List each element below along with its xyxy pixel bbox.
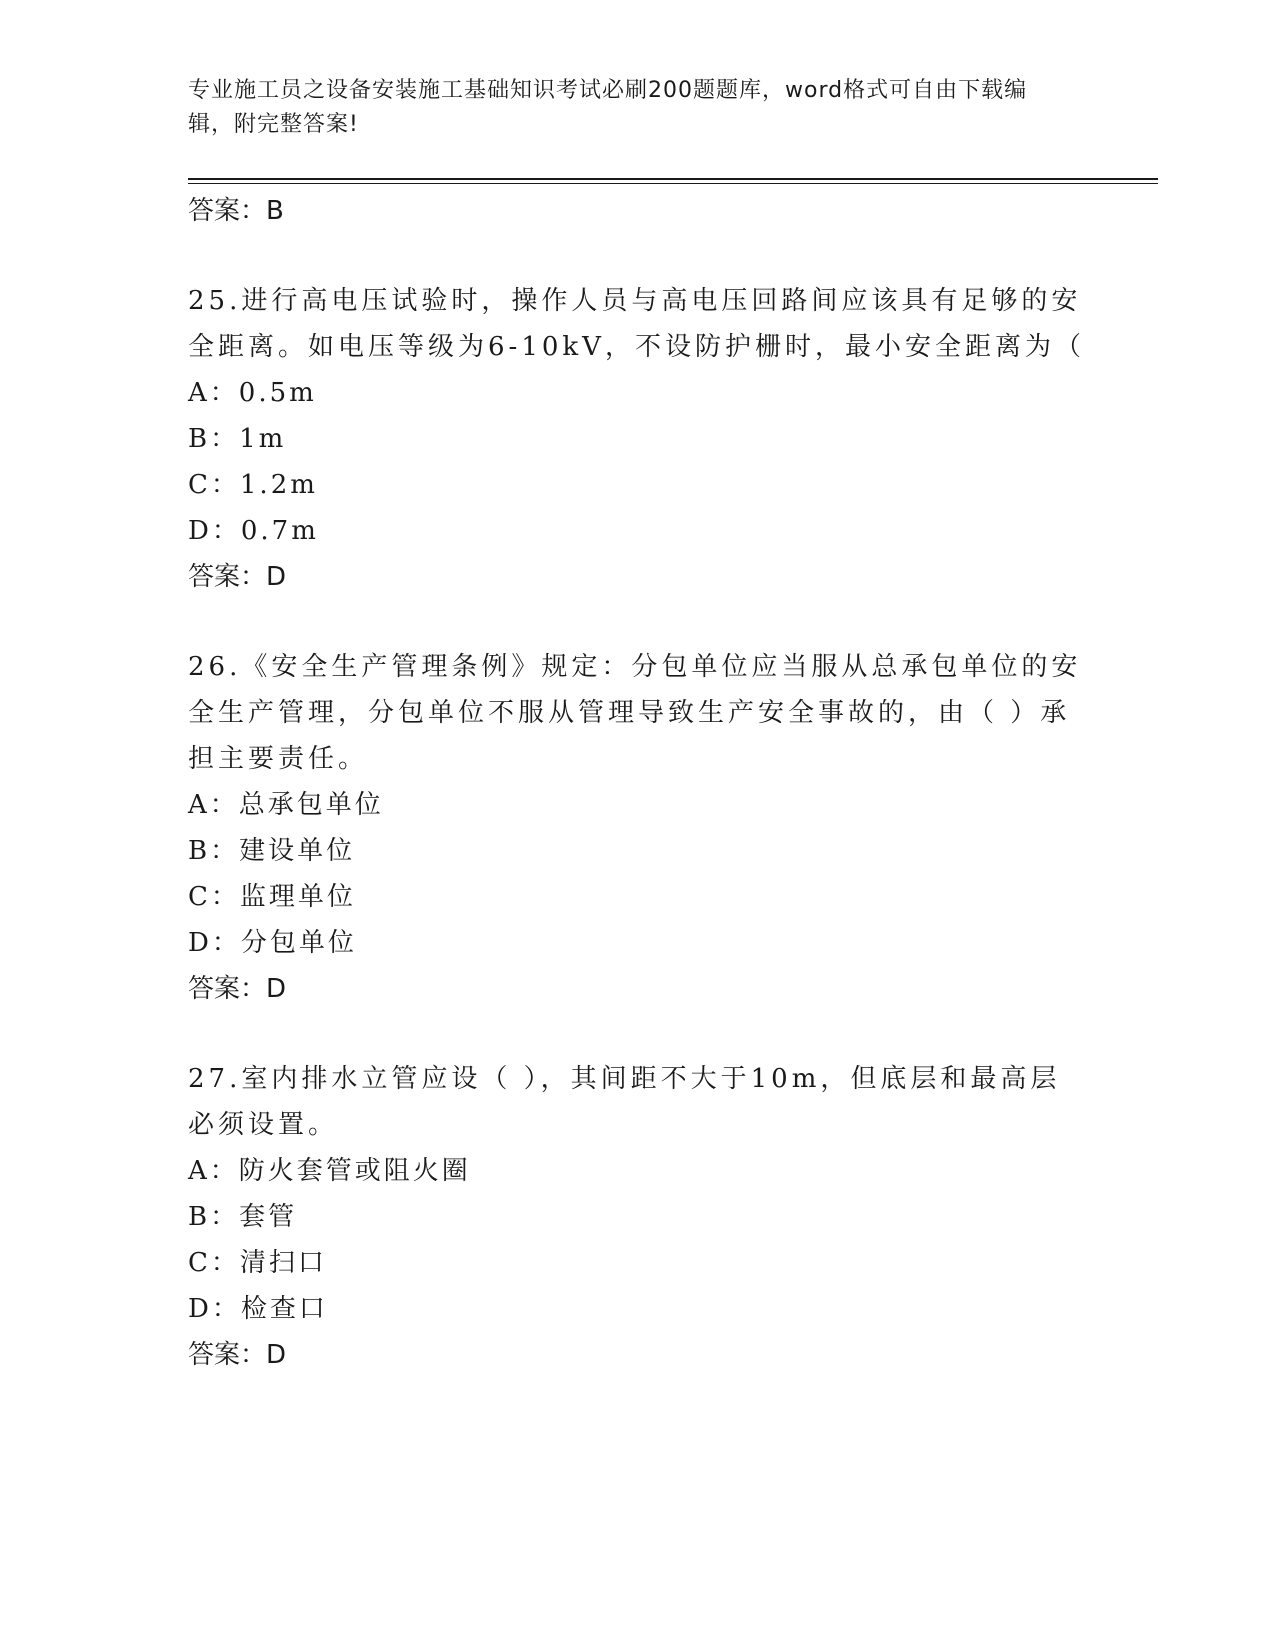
question-text: 26.《安全生产管理条例》规定：分包单位应当服从总承包单位的安全生产管理，分包单位不服从管理导致生产安全事故的，由（ ）承担主要责任。 <box>188 652 1082 774</box>
spacer <box>188 600 1088 644</box>
option-d: D：检查口 <box>188 1294 328 1324</box>
option-b: B：1m <box>188 424 287 454</box>
option-c: C：1.2m <box>188 470 318 500</box>
question-block-27 <box>188 1056 1088 1378</box>
option-b: B：建设单位 <box>188 836 356 866</box>
option-d: D：0.7m <box>188 516 319 546</box>
option-c: C：监理单位 <box>188 882 356 912</box>
answer-line: 答案：D <box>188 562 287 592</box>
option-a: A：总承包单位 <box>188 790 384 820</box>
option-b: B：套管 <box>188 1202 298 1232</box>
header-divider-thick <box>188 178 1158 180</box>
question-block-25 <box>188 278 1088 600</box>
page-header: 专业施工员之设备安装施工基础知识考试必刷200题题库，word格式可自由下载编辑，附完整答案! <box>188 78 1028 137</box>
spacer <box>188 1012 1088 1056</box>
previous-answer: 答案：B <box>188 196 284 226</box>
option-d: D：分包单位 <box>188 928 357 958</box>
spacer <box>188 234 1088 278</box>
answer-line: 答案：D <box>188 974 287 1004</box>
option-a: A：防火套管或阻火圈 <box>188 1156 471 1186</box>
question-content <box>188 188 1088 1378</box>
question-text: 27.室内排水立管应设（ ），其间距不大于10m，但底层和最高层必须设置。 <box>188 1064 1061 1140</box>
header-divider-thin <box>188 183 1158 184</box>
question-block-26 <box>188 644 1088 1012</box>
option-a: A：0.5m <box>188 378 317 408</box>
question-text: 25.进行高电压试验时，操作人员与高电压回路间应该具有足够的安全距离。如电压等级为6-10kV，不设防护栅时，最小安全距离为（ <box>188 286 1085 362</box>
answer-line: 答案：D <box>188 1340 287 1370</box>
option-c: C：清扫口 <box>188 1248 327 1278</box>
